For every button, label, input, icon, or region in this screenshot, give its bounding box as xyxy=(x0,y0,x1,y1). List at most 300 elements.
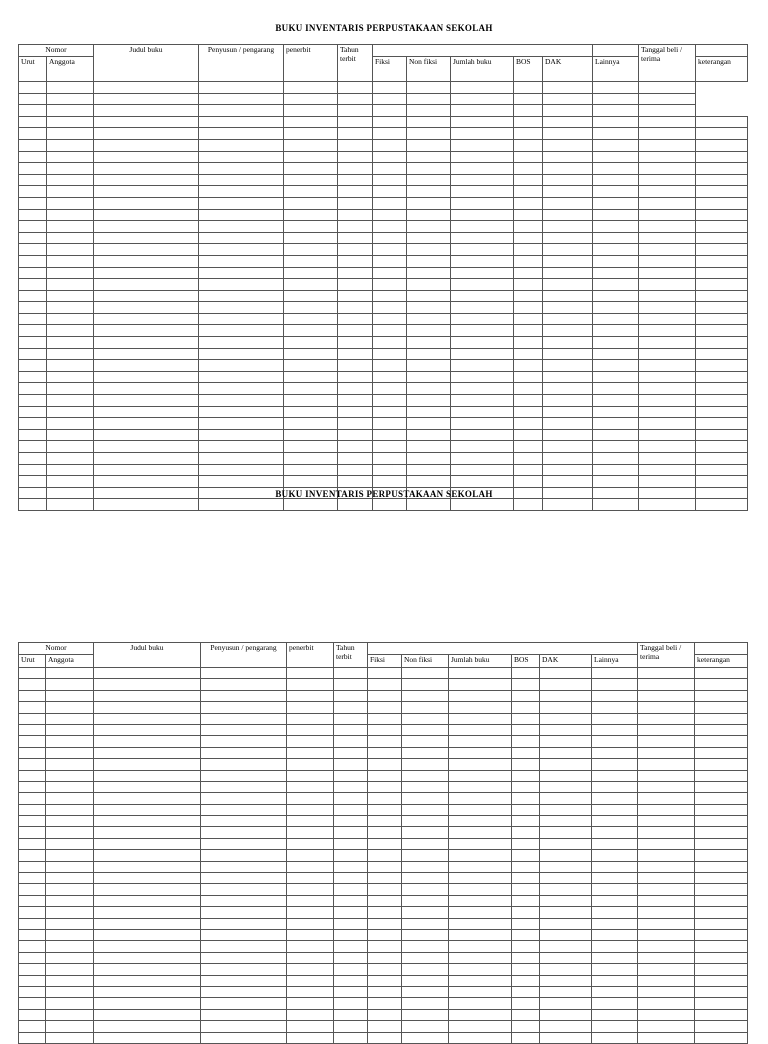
table-row xyxy=(19,116,748,128)
table-cell xyxy=(451,163,514,175)
table-cell xyxy=(638,850,695,861)
table-cell xyxy=(592,907,638,918)
table-row xyxy=(19,816,748,827)
table-cell xyxy=(638,998,695,1009)
table-cell xyxy=(201,952,287,963)
table-cell xyxy=(94,186,199,198)
table-cell xyxy=(201,964,287,975)
table-cell xyxy=(449,816,512,827)
table-cell xyxy=(368,804,402,815)
table-cell xyxy=(46,838,94,849)
table-cell xyxy=(514,244,543,256)
table-cell xyxy=(407,371,451,383)
table-cell xyxy=(696,151,748,163)
table-cell xyxy=(451,476,514,488)
table-cell xyxy=(201,736,287,747)
table-cell xyxy=(593,116,639,128)
table-cell xyxy=(449,736,512,747)
table-cell xyxy=(201,838,287,849)
table-row xyxy=(19,244,748,256)
table-cell xyxy=(592,986,638,997)
table-cell xyxy=(512,998,540,1009)
table-cell xyxy=(47,197,94,209)
table-row xyxy=(19,151,748,163)
table-cell xyxy=(540,747,592,758)
table-cell xyxy=(338,395,373,407)
table-cell xyxy=(201,918,287,929)
table-cell xyxy=(94,279,199,291)
table-cell xyxy=(19,838,46,849)
table-cell xyxy=(199,325,284,337)
table-cell xyxy=(402,838,449,849)
table-cell xyxy=(512,873,540,884)
table-cell xyxy=(19,679,46,690)
table-cell xyxy=(695,690,748,701)
table-cell xyxy=(201,679,287,690)
table-cell xyxy=(638,918,695,929)
table-cell xyxy=(46,964,94,975)
table-cell xyxy=(543,82,593,94)
table-cell xyxy=(592,804,638,815)
table-cell xyxy=(638,941,695,952)
table-cell xyxy=(512,986,540,997)
table-cell xyxy=(47,174,94,186)
table-cell xyxy=(368,975,402,986)
table-row xyxy=(19,747,748,758)
table-cell xyxy=(638,873,695,884)
table-cell xyxy=(201,747,287,758)
table-cell xyxy=(46,690,94,701)
table-cell xyxy=(512,838,540,849)
table-cell xyxy=(451,325,514,337)
table-cell xyxy=(451,232,514,244)
table-row xyxy=(19,267,748,279)
table-cell xyxy=(334,907,368,918)
table-cell xyxy=(639,116,696,128)
table-cell xyxy=(368,907,402,918)
table-cell xyxy=(19,232,47,244)
table-cell xyxy=(94,348,199,360)
table-cell xyxy=(19,197,47,209)
table-cell xyxy=(46,668,94,679)
table-cell xyxy=(373,105,407,117)
table-cell xyxy=(593,244,639,256)
table-cell xyxy=(451,82,514,94)
inventory-table-top xyxy=(18,44,748,511)
table-cell xyxy=(19,702,46,713)
table-cell xyxy=(199,337,284,349)
table-cell xyxy=(373,418,407,430)
table-cell xyxy=(638,679,695,690)
table-cell xyxy=(19,163,47,175)
table-cell xyxy=(540,781,592,792)
table-cell xyxy=(338,221,373,233)
table-cell xyxy=(284,441,338,453)
table-cell xyxy=(368,827,402,838)
table-cell xyxy=(451,209,514,221)
table-cell xyxy=(449,827,512,838)
table-cell xyxy=(373,128,407,140)
table-cell xyxy=(593,348,639,360)
table-cell xyxy=(373,464,407,476)
table-cell xyxy=(46,793,94,804)
table-cell xyxy=(512,907,540,918)
table-cell xyxy=(46,770,94,781)
table-cell xyxy=(696,279,748,291)
table-row xyxy=(19,1021,748,1032)
table-cell xyxy=(94,163,199,175)
table-cell xyxy=(512,816,540,827)
table-cell xyxy=(19,918,46,929)
table-cell xyxy=(287,861,334,872)
table-cell xyxy=(287,907,334,918)
table-cell xyxy=(407,151,451,163)
table-cell xyxy=(94,713,201,724)
table-cell xyxy=(47,337,94,349)
table-cell xyxy=(402,907,449,918)
table-row xyxy=(19,964,748,975)
table-cell xyxy=(19,302,47,314)
table-row xyxy=(19,499,748,511)
table-cell xyxy=(334,724,368,735)
table-cell xyxy=(94,174,199,186)
table-cell xyxy=(201,781,287,792)
table-cell xyxy=(94,679,201,690)
table-cell xyxy=(201,895,287,906)
table-cell xyxy=(451,302,514,314)
table-cell xyxy=(47,383,94,395)
table-cell xyxy=(451,348,514,360)
table-cell xyxy=(407,197,451,209)
table-cell xyxy=(46,998,94,1009)
table-cell xyxy=(593,371,639,383)
table-cell xyxy=(199,313,284,325)
table-cell xyxy=(368,679,402,690)
table-row xyxy=(19,313,748,325)
table-cell xyxy=(338,453,373,465)
table-row xyxy=(19,895,748,906)
table-cell xyxy=(19,279,47,291)
table-cell xyxy=(639,476,696,488)
table-cell xyxy=(593,476,639,488)
table-cell xyxy=(46,1032,94,1043)
table-cell xyxy=(19,116,47,128)
table-cell xyxy=(695,929,748,940)
table-cell xyxy=(593,325,639,337)
table-cell xyxy=(592,929,638,940)
header-tahun-terbit: Tahun terbit xyxy=(338,45,373,82)
table-cell xyxy=(512,736,540,747)
table-cell xyxy=(284,174,338,186)
table-cell xyxy=(540,873,592,884)
table-row xyxy=(19,221,748,233)
header-jumlah-buku: Jumlah buku xyxy=(449,655,512,668)
table-row xyxy=(19,690,748,701)
table-cell xyxy=(514,221,543,233)
table-cell xyxy=(94,406,199,418)
table-cell xyxy=(284,348,338,360)
table-cell xyxy=(407,139,451,151)
table-cell xyxy=(593,82,639,94)
table-cell xyxy=(338,255,373,267)
table-cell xyxy=(592,679,638,690)
table-cell xyxy=(543,128,593,140)
table-cell xyxy=(449,713,512,724)
table-cell xyxy=(593,360,639,372)
table-cell xyxy=(94,838,201,849)
table-cell xyxy=(334,941,368,952)
table-cell xyxy=(201,941,287,952)
table-cell xyxy=(284,360,338,372)
table-cell xyxy=(638,1021,695,1032)
table-cell xyxy=(47,151,94,163)
table-cell xyxy=(334,1009,368,1020)
table-cell xyxy=(695,736,748,747)
table-cell xyxy=(639,418,696,430)
table-cell xyxy=(512,804,540,815)
header-dak: DAK xyxy=(543,57,593,82)
table-cell xyxy=(47,232,94,244)
table-cell xyxy=(284,116,338,128)
table-row xyxy=(19,975,748,986)
table-cell xyxy=(334,1032,368,1043)
table-cell xyxy=(695,838,748,849)
table-cell xyxy=(334,702,368,713)
table-cell xyxy=(94,325,199,337)
table-cell xyxy=(373,93,407,105)
table-cell xyxy=(338,302,373,314)
table-cell xyxy=(639,360,696,372)
table-cell xyxy=(373,313,407,325)
table-cell xyxy=(287,747,334,758)
table-cell xyxy=(514,337,543,349)
table-cell xyxy=(201,907,287,918)
table-cell xyxy=(94,82,199,94)
table-cell xyxy=(593,418,639,430)
table-cell xyxy=(514,360,543,372)
table-row xyxy=(19,371,748,383)
table-cell xyxy=(373,197,407,209)
table-cell xyxy=(284,325,338,337)
table-cell xyxy=(639,371,696,383)
table-cell xyxy=(46,850,94,861)
table-cell xyxy=(451,279,514,291)
table-cell xyxy=(373,163,407,175)
table-cell xyxy=(695,975,748,986)
table-cell xyxy=(334,793,368,804)
table-cell xyxy=(402,759,449,770)
table-cell xyxy=(199,383,284,395)
table-cell xyxy=(47,395,94,407)
table-row xyxy=(19,290,748,302)
table-cell xyxy=(543,418,593,430)
table-cell xyxy=(514,151,543,163)
table-row xyxy=(19,406,748,418)
table-cell xyxy=(334,952,368,963)
table-cell xyxy=(696,232,748,244)
header-fiksi: Fiksi xyxy=(373,57,407,82)
table-cell xyxy=(540,918,592,929)
table-cell xyxy=(94,128,199,140)
table-cell xyxy=(284,163,338,175)
table-cell xyxy=(543,406,593,418)
table-cell xyxy=(402,998,449,1009)
table-cell xyxy=(695,907,748,918)
table-cell xyxy=(514,464,543,476)
table-cell xyxy=(638,952,695,963)
table-cell xyxy=(284,93,338,105)
table-cell xyxy=(696,221,748,233)
table-cell xyxy=(638,986,695,997)
table-cell xyxy=(19,267,47,279)
table-cell xyxy=(696,476,748,488)
table-cell xyxy=(94,255,199,267)
table-cell xyxy=(373,337,407,349)
table-cell xyxy=(696,348,748,360)
table-cell xyxy=(514,279,543,291)
table-cell xyxy=(47,116,94,128)
table-cell xyxy=(540,1021,592,1032)
table-cell xyxy=(638,838,695,849)
header-judul-buku: Judul buku xyxy=(94,643,201,668)
table-cell xyxy=(543,476,593,488)
table-cell xyxy=(199,244,284,256)
table-cell xyxy=(19,244,47,256)
table-cell xyxy=(46,884,94,895)
table-row xyxy=(19,186,748,198)
table-cell xyxy=(19,804,46,815)
table-cell xyxy=(512,724,540,735)
table-cell xyxy=(338,279,373,291)
table-cell xyxy=(407,232,451,244)
table-cell xyxy=(287,884,334,895)
table-cell xyxy=(368,838,402,849)
table-cell xyxy=(373,395,407,407)
table-cell xyxy=(592,941,638,952)
table-cell xyxy=(512,1021,540,1032)
table-cell xyxy=(512,668,540,679)
table-cell xyxy=(287,827,334,838)
table-cell xyxy=(402,975,449,986)
header-tanggal: Tanggal beli / terima xyxy=(638,643,695,668)
table-cell xyxy=(639,128,696,140)
table-cell xyxy=(449,895,512,906)
page-title-bottom: BUKU INVENTARIS PERPUSTAKAAN SEKOLAH xyxy=(275,489,493,499)
table-cell xyxy=(639,429,696,441)
table-cell xyxy=(514,128,543,140)
table-cell xyxy=(407,429,451,441)
table-cell xyxy=(696,290,748,302)
table-cell xyxy=(287,850,334,861)
table-row xyxy=(19,105,748,117)
table-cell xyxy=(593,93,639,105)
table-cell xyxy=(593,197,639,209)
table-cell xyxy=(407,255,451,267)
header-judul-buku: Judul buku xyxy=(94,45,199,82)
table-cell xyxy=(338,163,373,175)
table-cell xyxy=(638,736,695,747)
table-cell xyxy=(19,325,47,337)
table-cell xyxy=(287,781,334,792)
table-cell xyxy=(451,186,514,198)
table-cell xyxy=(543,325,593,337)
table-cell xyxy=(540,850,592,861)
table-cell xyxy=(334,747,368,758)
table-cell xyxy=(94,93,199,105)
table-cell xyxy=(638,793,695,804)
table-cell xyxy=(201,884,287,895)
table-cell xyxy=(373,139,407,151)
table-cell xyxy=(368,781,402,792)
table-cell xyxy=(201,850,287,861)
table-cell xyxy=(402,895,449,906)
table-cell xyxy=(514,232,543,244)
table-cell xyxy=(284,418,338,430)
table-cell xyxy=(201,702,287,713)
table-cell xyxy=(368,929,402,940)
table-cell xyxy=(449,1032,512,1043)
table-cell xyxy=(334,713,368,724)
table-cell xyxy=(373,360,407,372)
table-cell xyxy=(514,418,543,430)
table-cell xyxy=(407,279,451,291)
table-cell xyxy=(338,418,373,430)
table-cell xyxy=(512,850,540,861)
table-cell xyxy=(639,325,696,337)
table-cell xyxy=(695,793,748,804)
table-cell xyxy=(284,128,338,140)
table-row xyxy=(19,850,748,861)
table-cell xyxy=(512,747,540,758)
table-cell xyxy=(449,952,512,963)
table-cell xyxy=(287,1032,334,1043)
table-cell xyxy=(94,371,199,383)
table-cell xyxy=(543,209,593,221)
table-cell xyxy=(47,221,94,233)
table-cell xyxy=(593,209,639,221)
table-cell xyxy=(638,895,695,906)
table-cell xyxy=(94,313,199,325)
table-cell xyxy=(592,884,638,895)
table-cell xyxy=(338,105,373,117)
table-cell xyxy=(402,929,449,940)
table-cell xyxy=(373,186,407,198)
table-cell xyxy=(543,151,593,163)
table-cell xyxy=(592,690,638,701)
table-cell xyxy=(368,895,402,906)
table-cell xyxy=(592,668,638,679)
table-cell xyxy=(540,907,592,918)
table-cell xyxy=(284,186,338,198)
table-cell xyxy=(94,952,201,963)
table-cell xyxy=(407,244,451,256)
table-cell xyxy=(199,302,284,314)
table-row xyxy=(19,998,748,1009)
header-anggota: Anggota xyxy=(46,655,94,668)
table-cell xyxy=(540,975,592,986)
table-cell xyxy=(638,713,695,724)
table-cell xyxy=(47,325,94,337)
table-cell xyxy=(19,429,47,441)
table-cell xyxy=(593,313,639,325)
table-cell xyxy=(638,907,695,918)
table-cell xyxy=(638,759,695,770)
table-cell xyxy=(451,116,514,128)
table-cell xyxy=(512,929,540,940)
table-cell xyxy=(94,668,201,679)
table-cell xyxy=(639,244,696,256)
table-cell xyxy=(402,952,449,963)
